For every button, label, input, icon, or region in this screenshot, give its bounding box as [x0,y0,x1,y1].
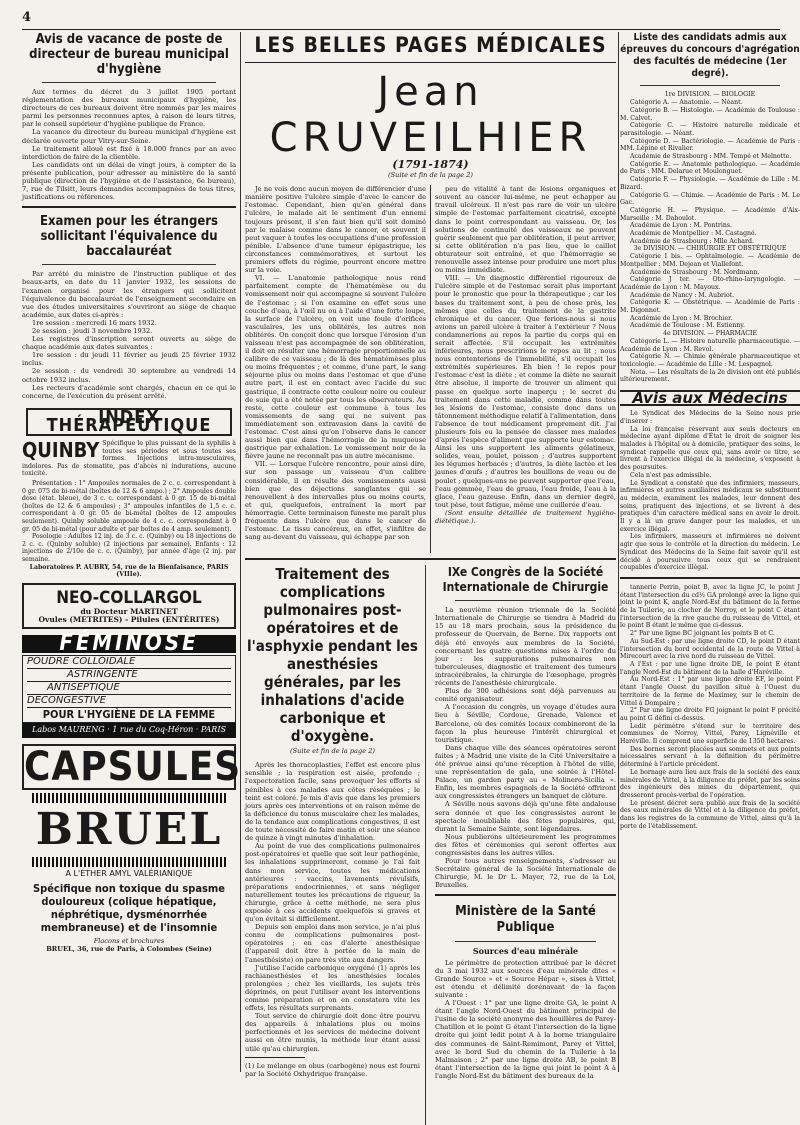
paragraph: Par arrêté du ministre de l'instruction publique et des beaux-arts, en date du 11 janvier 1932, les sessions de l'examen organisé pour les étrangers qui sollicitent l'équivalence du baccalauréat de l'enseignement secondaire en vue des études universitaires s'ouvriront au siège de chaque académie, aux dates ci-après : [22,270,236,319]
feminose-block [22,655,236,723]
liste-candidats-body [620,99,800,384]
list-item: Académie de Strasbourg : Mlle Achard. [630,237,754,245]
paragraph: Depuis son emploi dans mon service, je n'ai plus connu de complications pulmonaires post-opératoires ; en cas d'alerte anesthésique (l'appareil doit être à portée de la main de l'anesthésiste) on pare très vite aux dangers. [245,923,420,964]
list-item: Catégorie G. — Chimie. — Académie de Paris : M. Le Gac. [620,191,800,207]
divider [640,85,780,86]
paragraph: A l'Ouest : 1° par une ligne droite GA, le point A étant l'angle Nord-Ouest du bâtiment principal de l'usine de la société anonyme des houillères de Parey-Chatillon et le point G étant l'intersection de la ligne droite qui joint ledit point A à la borne triangulaire des communes de Saint-Remimont, Parey et Vittel, avec le bord Sud du chemin de la Tuilerie à la Malmaison ; 2° par une ligne droite AB, le point B étant l'intersection de la ligne qui joint le point A à l'angle Nord-Est du bâtiment des bureaux de la [435,999,616,1080]
cruveilhier-suite: (Suite et fin de la page 2) [388,171,473,180]
list-item: Catégorie H. — Physique. — Académie d'Aix-Marseille : M. Daboulot. [620,206,800,222]
feminose-pour: POUR L'HYGIÈNE DE LA FEMME [42,708,216,722]
quinby-posologie: Posologie : Adultes 12 inj. de 3 c. c. (Quinby) ou 18 injections de 2 c. c. (Quinby soluble) (2 injections par semaine). Enfants : 12 injections de 2/10e de c. c. (Quinby), par année d'âge (2 inj. par semaine. [22,533,236,563]
paragraph: Au Sud-Est : par une ligne droite CD, le point D étant l'intersection du bord occidental de la route de Vittel à Mirecourt avec la rive nord du ruisseau de Vittel. [620,637,800,661]
division-heading: 3e DIVISION. — CHIRURGIE ET OBSTÉTRIQUE [633,245,787,253]
traitement-title: Traitement des complications pulmonaires post-opératoires et de l'asphyxie pendant les anesthésies générales, par les inhalations d'acide carbonique et d'oxygène. [247,565,418,746]
neo-collargol-forms: Ovules (METRITES) - Pilules (ENTÉRITES) [38,614,220,624]
paragraph: Le Syndicat des Médecins de la Seine nous prie d'insérer : [620,410,800,425]
top-rule [22,29,780,30]
list-item: Catégorie N. — Chimie générale pharmaceutique et toxicologie. — Académie de Lille : M. Lespagnol. [620,353,800,368]
paragraph: 2e session : jeudi 3 novembre 1932. [32,326,153,335]
left-column [22,32,242,1072]
paragraph: A l'Est : par une ligne droite DE, le point E étant l'angle Nord-Est du bâtiment de la halle d'Haréville. [620,661,800,676]
bruel-specifique: Spécifique non toxique du spasme douloureux (colique hépatique, néphrétique, dysménorrhée membraneuse) et de l'insomnie [33,881,225,934]
congres-body [435,606,616,889]
belles-pages-banner: LES BELLES PAGES MÉDICALES [254,33,607,57]
column-rule-right [618,32,619,1072]
paragraph: A l'occasion du congrès, un voyage d'études aura lieu à Séville, Cordoue, Grenade, Valence et Barcelone, où des comités locaux combineront de la façon la plus heureuse l'intérêt chirurgical et touristique. [435,703,616,744]
paragraph: VI. — L'anatomie pathologique nous rend parfaitement compte de l'hématémèse ou du vomissement noir qui accompagne si souvent l'ulcère de l'estomac ; si l'on examine en effet sous une couche d'eau, à l'œil nu ou à l'aide d'une forte loupe, la surface de l'ulcère, on voit une foule d'orifices vasculaires, les uns oblitérés, les autres non oblitérés. On conçoit donc que lorsque l'érosion d'un vaisseau n'est pas accompagnée de son oblitération, il doit en résulter une hémorragie proportionnelle au calibre de ce vaisseau ; de là des hématémèses plus ou moins fréquentes ; et comme, d'une part, le sang séjourne plus ou moins dans l'estomac et que d'une autre part, il est en contact avec l'acide du suc gastrique, il contracte cette couleur noire ou couleur de suie qui a été notée par tous les observateurs. Au reste, cette couleur est commune à tous les vomissements de sang qui ne suivent pas immédiatement son extravasion dans la cavité de l'estomac. C'est ainsi qu'on l'observe dans le cancer aussi bien que dans l'hémorragie de la muqueuse gastrique par exhalation. Le vomissement noir de la fièvre jaune ne reconnaît pas un autre mécanisme. [245,274,426,461]
sources-continuation [620,584,800,831]
paragraph: Cela n'est pas admissible. [630,471,712,479]
paragraph: Aux termes du décret du 3 juillet 1905 portant réglementation des bureaux municipaux d'hygiène, les directeurs de ces bureaux doivent être nommés par les maires parmi les personnes reconnues aptes, à raison de leurs titres, par le conseil supérieur d'hygiène publique de France. [22,88,236,129]
list-item: Catégorie E. — Anatomie pathologique. — Académie de Paris : MM. Delarue et Moulonguet. [620,160,800,176]
paragraph: Des bornes seront placées aux sommets et aux points nécessaires servant à la définition du périmètre déterminé à l'article précédent. [620,745,800,769]
paragraph: Les registres d'inscription seront ouverts au siège de chaque académie aux dates suivantes : [22,335,236,352]
feminose-banner: FÉMINOSE [22,635,236,653]
congres-title: IXe Congrès de la Société Internationale de Chirurgie [442,565,609,595]
paragraph: 1re session : du jeudi 11 février au jeudi 25 février 1932 inclus. [22,351,236,368]
list-item: Académie de Lyon : M. Pontrins. [630,222,732,230]
paragraph: Pour tous autres renseignements, s'adresser au Secrétaire général de la Société Internationale de Chirurgie, M. le Dr L. Mayer, 72, rue de la Loi, Bruxelles. [435,857,616,890]
paragraph: 2e session : du vendredi 30 septembre au vendredi 14 octobre 1932 inclus. [22,367,236,384]
paragraph: Tout service de chirurgie doit donc être pourvu des appareils à inhalations plus ou moins perfectionnés et les services de médecine doivent aussi en être munis, la méthode leur étant aussi utile qu'au chirurgien. [245,1012,420,1053]
right-column [620,32,800,1072]
bruel-flacons: Flacons et brochures [93,936,165,945]
divider [455,941,596,942]
paragraph: J'utilise l'acide carbonique oxygéné (1) après les rachianesthésies et les anesthésies locales prolongées ; chez les vieillards, les sujets très déprimés, on peut l'utiliser avant les interventions comme préparation et on en constatera vite les effets, les résultats surprenants. [245,963,420,1013]
feminose-line: ASTRINGENTE [27,669,231,682]
paragraph: 2° Par une ligne droite FG joignant le point F précité au point G défini ci-dessus. [620,707,800,722]
paragraph: Après les thoracoplasties, l'effet est encore plus sensible ; la respiration est aisée, profonde ; l'expectoration facile, sans provoquer les efforts si pénibles à ces malades aux côtes réséquées ; le teint est coloré. Je mis d'avis que dans les premiers jours après ces interventions et en raison même de la déficience du tonus musculaire chez les malades, de la tendance aux complications congestives, il est de toute nécessité de faire matin et soir une séance de quinze à vingt minutes d'inhalation. [245,761,420,843]
avis-vacance-title: Avis de vacance de poste de directeur de bureau municipal d'hygiène [29,32,229,77]
paragraph: La loi française réservant aux seuls docteurs en médecine ayant diplôme d'État le droit de soigner les malades à l'hôpital ou à domicile, pratiquer des soins, le syndicat rappelle que ceux qui, sans avoir ce titre, se livrent à l'exercice illégal de la médecine, s'exposent à des poursuites. [620,425,800,472]
paragraph: A Séville nous savons déjà qu'une fête andalouse sera donnée et que les congressistes auront le spectacle inoubliable des fêtes populaires, qui, durant la Semaine Sainte, sont légendaires. [435,800,616,833]
neo-collargol-ad [22,583,236,629]
list-item: Académie de Strasbourg : M. Nordmann. [630,268,760,276]
paragraph: Les candidats ont un délai de vingt jours, à compter de la présente publication, pour adresser au ministère de la santé publique (direction de l'hygiène et de l'assistance, 6e bureau), 7, rue de Tilsitt, leurs demandes accompagnées de tous titres, justifications ou références. [22,160,236,202]
avis-medecins-title: Avis aux Médecins [620,390,800,406]
avis-medecins-body [620,410,800,572]
list-item: Académie de Lyon : M. Brochier. [630,314,733,322]
paragraph: Au point de vue des complications pulmonaires post-opératoires et quelle que soit leur pathogénie, les inhalations supprimeront, comme je l'ai fait dans mon service, toutes les médications antérieures : vaccins, lavements révulsifs, préparations endocriniennes, et sans négliger naturellement toutes les précautions de rigueur, la chirurgie, grâce à cette méthode, ne sera plus exposée à ces accidents quelquefois si graves et qu'on évitait si difficilement. [245,842,420,924]
list-item: Catégorie I bis. — Ophtalmologie. — Académie de Montpellier : MM. Dejean et Viallefont. [620,253,800,268]
neo-collargol-title: NEO-COLLARGOL [56,587,202,608]
paragraph: Le périmètre de protection attribué par le décret du 3 mai 1932 aux sources d'eau minérale dites « Grande Source » et « Source Hépar », sises à Vittel, est étendu et délimité dorénavant de la façon suivante : [435,958,616,999]
quinby-text: Spécifique le plus puissant de la syphilis à toutes ses périodes et sous toutes ses formes. Injections intra-musculaires, indolores. Pas de stomatite, pas d'abcès ni indurations, aucune toxicité. [22,440,236,478]
traitement-suite: (Suite et fin de la page 2) [290,747,375,756]
list-item: Catégorie J ter. — Oto-rhino-laryngologie. — Académie de Lyon : M. Mayoux. [620,276,800,291]
list-item: Nota. — Les résultats de la 2e division ont été publiés ultérieurement. [620,368,800,384]
paragraph: Dans chaque ville des séances opératoires seront faites ; à Madrid une visite de la Cité Universitaire a été prévue ainsi qu'une réception à l'hôtel de ville, une représentation de gala, une soirée à l'Hôtel-Palace, un garden party au « Molinero-Sicilia ». Enfin, les membres espagnols de la Société offriront aux congressistes étrangers un banquet de clôture. [435,743,616,801]
sources-body [435,959,616,1080]
divider [455,600,596,601]
footnote: (1) Le mélange en obus (carbogène) nous est fourni par la Société Oxhydrique française. [245,1061,420,1078]
divider [620,577,800,579]
division-heading: 1re DIVISION. — BIOLOGIE [664,91,756,98]
paragraph: VIII. — Un diagnostic différentiel rigoureux de l'ulcère simple et de l'estomac serait plus important pour le pronostic que pour la thérapeutique ; car les bases du traitement sont, à peu de chose près, les mêmes que celles du traitement de la gastrite chronique et du cancer. Que ferions-nous si nous avions un pareil ulcère à traiter à l'extérieur ? Nous condamnerions au repos la partie du corps qui en serait affectée. S'il occupait les extrémités inférieures, nous prescririons le repos au lit ; nous nous contenterions de l'immobilité, s'il occupait les extrémités supérieures. Eh bien ! le repos pour l'estomac c'est la diète ; et comme la diète ne saurait être absolue, il importe de trouver un aliment qui passe en quelque sorte inaperçu ; le secret du traitement dans cette maladie, comme dans toutes les lésions de l'estomac, consiste donc dans un tâtonnement méthodique relatif à l'alimentation, dans l'absence de tout médicament proprement dit. J'ai plusieurs fois eu la pensée de classer mes malades d'après l'espèce d'aliment que supporte leur estomac. Ainsi les uns supportent les aliments gélatineux, solides, veau, poulet, poisson ; d'autres supportent les légumes herbacés ; d'autres, la diète lactée et les jaunes d'œufs ; d'autres les bouillons de veau ou de poulet ; quelques-uns ne peuvent supporter que l'eau, l'eau gommée, l'eau de gruau, l'eau froide, l'eau à la glace, l'eau gazeuse. Enfin, dans un dernier degré, tout pèse, tout fatigue, même une cuillerée d'eau. [435,274,616,509]
capsules-title: CAPSULES [24,743,242,790]
list-item: Catégorie K. — Obstétrique. — Académie de Paris : M. Digonnet. [620,299,800,315]
list-item: Catégorie B. — Histologie. — Académie de Toulouse : M. Calvet. [620,106,800,122]
bruel-title: BRUEL [35,803,223,855]
list-item: Catégorie C. — Histoire naturelle médicale et parasitologie. — Néant. [620,122,800,137]
avis-vacance-body [22,88,236,201]
paragraph: Le traitement alloué est fixé à 18.000 francs par an avec interdiction de faire de la clientèle. [22,144,236,161]
list-item: Catégorie D. — Bactériologie. — Académie de Paris : MM. Lépine et Rivalier. [620,137,800,153]
list-item: Académie de Montpellier : M. Castagné. [630,230,757,238]
paragraph: Le Syndicat a constaté que des infirmiers, masseurs, infirmières et autres auxiliaires médicaux se substituent au médecin, examinent les malades, leur donnent des soins, pratiquent des injections, et se livrent à des pratiques d'un caractère médical sans en avoir le droit. Il y a là un grave danger pour les malades, et un exercice illégal. [620,479,800,533]
feminose-address: Labos MAURENG · 1 rue du Coq-Héron · PARIS [22,723,236,737]
list-item: Catégorie A. — Anatomie. — Néant. [630,99,743,107]
list-item: Catégorie L. — Histoire naturelle pharmaceutique. — Académie de Lyon : M. Revol. [620,337,800,353]
traitement-body [245,761,420,1078]
index-therapeutique-title: INDEX THÉRAPEUTIQUE [26,408,232,436]
paragraph: peu de vitalité à tant de lésions organiques et souvent au cancer lui-même, ne peut échapper au travail ulcéreux. Il n'est pas rare de voir un ulcère simple de l'estomac parfaitement cicatrisé, excepté dans le point correspondant au vaisseau. Or, les solutions de continuité des vaisseaux ne peuvent guérir seulement que par oblitération, il peut arriver, si cette oblitération n'a pas lieu, que le caillot obturateur soit entraîné, et que l'hémorragie se renouvelle assez intense pour produire une mort plus ou moins immédiate. [435,185,616,275]
division-heading: 4e DIVISION. — PHARMACIE [663,330,757,338]
bruel-ether: A L'ÉTHER AMYL VALÉRIANIQUE [65,868,193,878]
paragraph: Le présent décret sera publié aux frais de la société des eaux minérales de Vittel et à la diligence du préfet, dans les registres de la commune de Vittel, ainsi qu'à la porte de l'établissement. [620,799,800,830]
paragraph: La neuvième réunion triennale de la Société Internationale de Chirurgie se tiendra à Madrid du 15 au 18 mars prochain, sous la présidence du professeur de Quervain, de Berne. Dix rapports ont déjà été envoyés aux membres de la Société, concernant les quatre questions mises à l'ordre du jour : les suppurations pulmonaires non tuberculeuses, diagnostic et traitement des tumeurs intracérébrales, la chirurgie de l'œsophage, progrès récents de l'anesthésie chirurgicale. [435,606,616,688]
divider [245,558,616,560]
bruel-address: BRUEL, 36, rue de Paris, à Colombes (Seine) [46,944,212,953]
feminose-line: POUDRE COLLOIDALE [27,656,231,669]
ministere-title: Ministère de la Santé Publique [455,904,596,936]
lower-articles [245,565,616,1125]
examen-body [22,270,236,400]
list-item: Académie de Nancy : M. Aubriot. [630,291,735,299]
paragraph: Les infirmiers, masseurs et infirmières ne doivent agir que sous le contrôle et la direction du médecin. Le Syndicat des Médecins de la Seine fait savoir qu'il est décidé à poursuivre tous ceux qui se rendraient coupables d'exercice illégal. [620,533,800,572]
quinby-laboratoire: Laboratoires P. AUBRY, 54, rue de la Bienfaisance, PARIS (VIIIe). [29,563,229,579]
paragraph: Plus de 300 adhésions sont déjà parvenues au comité organisateur. [435,687,616,704]
cruveilhier-years: (1791-1874) [392,158,469,171]
paragraph: La vacance du directeur du bureau municipal d'hygiène est déclarée ouverte pour Vitry-sur-Seine. [22,128,236,145]
quinby-presentation: Présentation : 1° Ampoules normales de 2 c. c. correspondant à 0 gr. 075 de bi-métal (boîtes de 12 & 6 ampo.) ; 2° Ampoules double dose (état. bleue), de 3 c. c. correspondant à 0 gr. 15 de bi-métal (boîtes de 12 & 6 ampoules) ; 3° ampoules infantiles de 1,5 c. c. correspondant à 0 gr. 05 de bi-métal (boîtes de 12 ampoules seulement). Quinby soluble ampoule de 4 c. c. correspondant à 0 gr. 05 de bi-métal (pour adulte et par boîtes de 4 amp. seulement). [22,479,236,533]
divider [245,62,616,63]
divider [22,206,236,208]
page-number: 4 [22,10,32,25]
cruveilhier-name: Jean CRUVEILHIER [269,69,592,161]
paragraph: Je ne vois donc aucun moyen de différencier d'une manière positive l'ulcère simple d'avec le cancer de l'estomac. Cependant, bien qu'en général dans l'ulcère, le malade ait le sentiment d'un ennemi toujours présent, il s'en faut bien qu'il soit dominé par le malaise comme dans le cancer, et souvent il peut vaquer à toutes les occupations d'une profession pénible. L'absence d'une tumeur épigastrique, les circonstances commémoratives, et surtout les premiers effets du régime, pourront encore mettre sur la voie. [245,185,426,275]
paragraph: VII. — Lorsque l'ulcère rencontre, pour ainsi dire, sur son passage un vaisseau d'un calibre considérable, il en résulte des vomissements aussi bien que des déjections sanglantes qui se renouvellent à des intervalles plus ou moins courts, et qui, quelquefois, entraînent la mort par hémorragie. Cette terminaison funeste me paraît plus fréquente dans l'ulcère que dans le cancer de l'estomac. Le tissu cancéreux, en effet, s'infiltre de sang au-devant du vaisseau, qui échappe par son [245,460,426,542]
paragraph: (Sont ensuite détaillée de traitement hygiéno-diététique.). [435,508,616,526]
middle-column [245,32,616,1080]
paragraph: 2° Par une ligne BC joignant les points B et C. [630,630,775,638]
cruveilhier-article [245,185,616,553]
feminose-line: DECONGESTIVE [27,695,231,708]
decorative-band [32,857,226,867]
traitement-article [245,565,426,1125]
list-item: Académie de Strasbourg : MM. Tempé et Melnotte. [630,153,792,161]
list-item: Catégorie F. — Physiologie. — Académie de Lille : M. Bizard. [620,176,800,191]
liste-candidats-title: Liste des candidats admis aux épreuves du concours d'agrégation des facultés de médecine (1er degré). [620,32,800,79]
column-rule-left [240,32,241,1072]
congres-article [435,565,616,1125]
paragraph: Ledit périmètre s'étend sur le territoire des communes de Norroy, Vittel, Parey, Lignéville et Haréville. Il comprend une superficie de 1350 hectares. [620,722,800,746]
neo-collargol-doctor: du Docteur MARTINET [80,606,178,616]
paragraph: tannerie Perrin, point B, avec la ligne JC, le point J étant l'intersection du cd½ GA prolongé avec la ligne qui joint le point K, angle Nord-Est du bâtiment de la ferme de la Tuilerie, au clocher de Norroy, et le point C étant l'intersection de la rive gauche du ruisseau de Vittel, et le point B étant le même que ci-dessus. [620,583,800,630]
quinby-ad [22,440,236,579]
examen-title: Examen pour les étrangers sollicitant l'équivalence du baccalauréat [39,214,219,260]
decorative-band [32,793,226,803]
paragraph: Au Nord-Est : 1° par une ligne droite EF, le point F étant l'angle Ouest du pavillon situé à l'Ouest du territoire de la ferme de Maximey, sur le chemin de Vittel à Dompaire ; [620,676,800,707]
sources-title: Sources d'eau minérale [472,946,579,957]
divider [42,82,216,83]
footnote-rule [245,1057,305,1058]
paragraph: 1re session : mercredi 16 mars 1932. [32,318,157,327]
quinby-name: QUINBY [22,438,100,462]
divider [42,264,216,265]
paragraph: Le bornage aura lieu aux frais de la société des eaux minérales de Vittel, à la diligence du préfet, par les soins des ingénieurs des mines du département, qui dresseront procès-verbal de l'opération. [620,768,800,799]
divider [435,894,616,896]
paragraph: Nous publierons ultérieurement les programmes des fêtes et cérémonies qui seront offertes aux congressistes dans les autres villes. [435,832,616,857]
paragraph: Les recteurs d'académie sont chargés, chacun en ce qui le concerne, de l'exécution du présent arrêté. [22,383,236,400]
feminose-line: ANTISEPTIQUE [27,682,231,695]
list-item: Académie de Toulouse : M. Estienny. [630,322,745,330]
